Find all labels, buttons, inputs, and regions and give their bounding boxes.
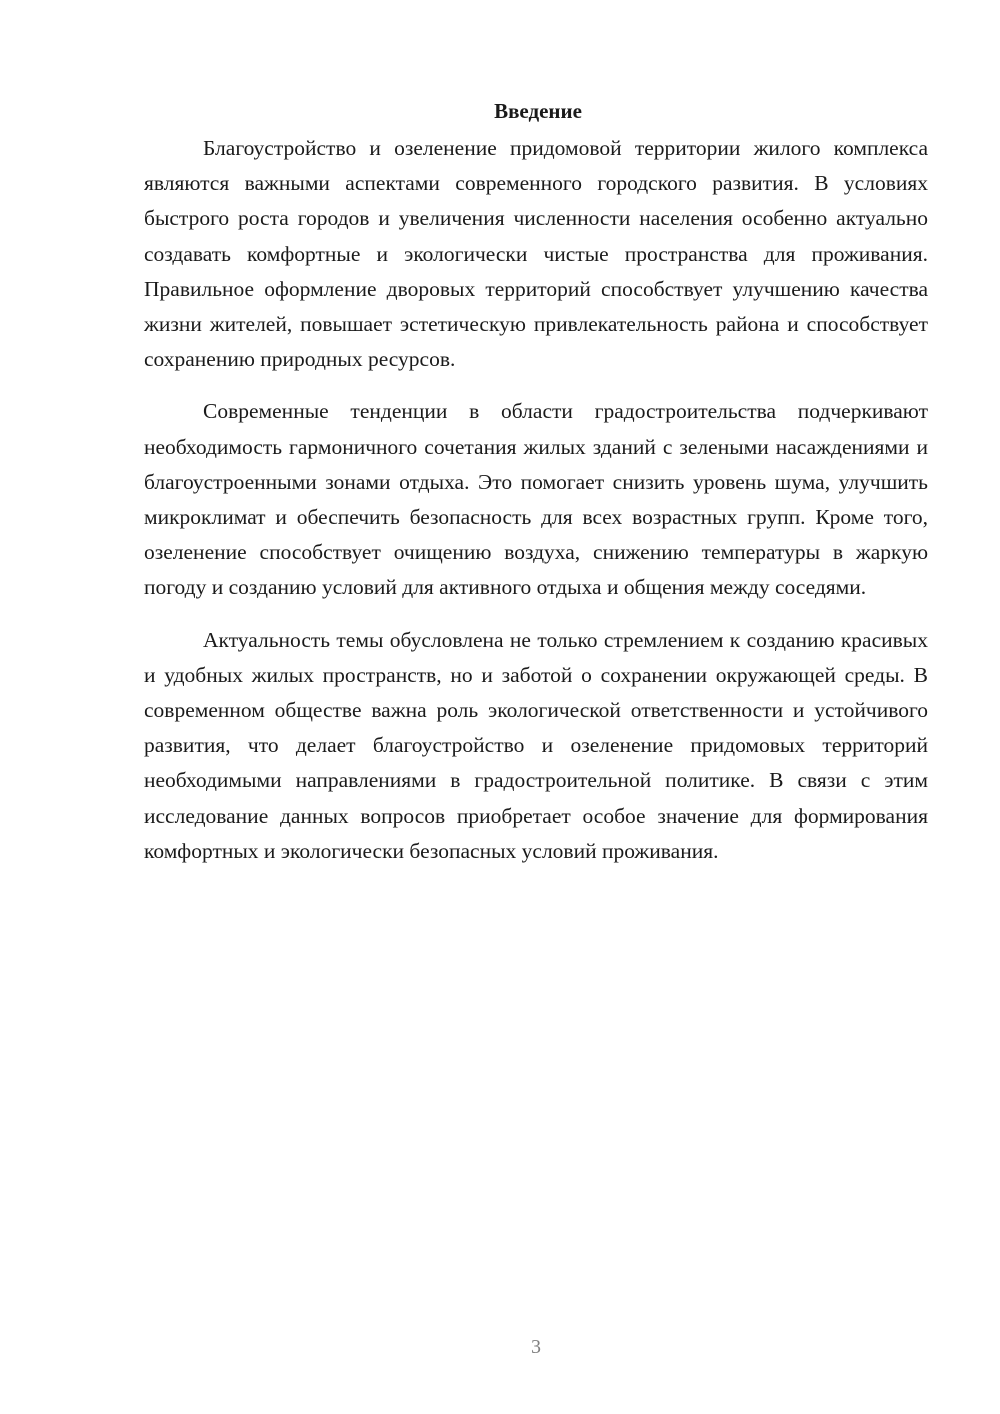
paragraph-3: Актуальность темы обусловлена не только стремлением к созданию красивых и удобных жилых пространств, но и заботой о сохранении окружающей среды. В современном обществе важна роль экологической ответственности и устойчивого развития, что делает благоустройство и озеленение придомовых территорий необходимыми направлениями в градостроительной политике. В связи с этим исследование данных вопросов приобретает особое значение для формирования комфортных и экологически безопасных условий проживания. (144, 627, 928, 863)
paragraph-1: Благоустройство и озеленение придомовой территории жилого комплекса являются важными аспектами современного городского развития. В условиях быстрого роста городов и увеличения численности населения особенно актуально создавать комфортные и экологически чистые пространства для проживания. Правильное оформление дворовых территорий способствует улучшению качества жизни жителей, повышает эстетическую привлекательность района и способствует сохранению природных ресурсов. (144, 136, 928, 372)
section-title: Введение (494, 99, 582, 123)
page-number: 3 (531, 1336, 541, 1358)
page-content (144, 96, 928, 886)
paragraph-2: Современные тенденции в области градостроительства подчеркивают необходимость гармоничного сочетания жилых зданий с зелеными насаждениями и благоустроенными зонами отдыха. Это помогает снизить уровень шума, улучшить микроклимат и обеспечить безопасность для всех возрастных групп. Кроме того, озеленение способствует очищению воздуха, снижению температуры в жаркую погоду и созданию условий для активного отдыха и общения между соседями. (144, 399, 928, 600)
